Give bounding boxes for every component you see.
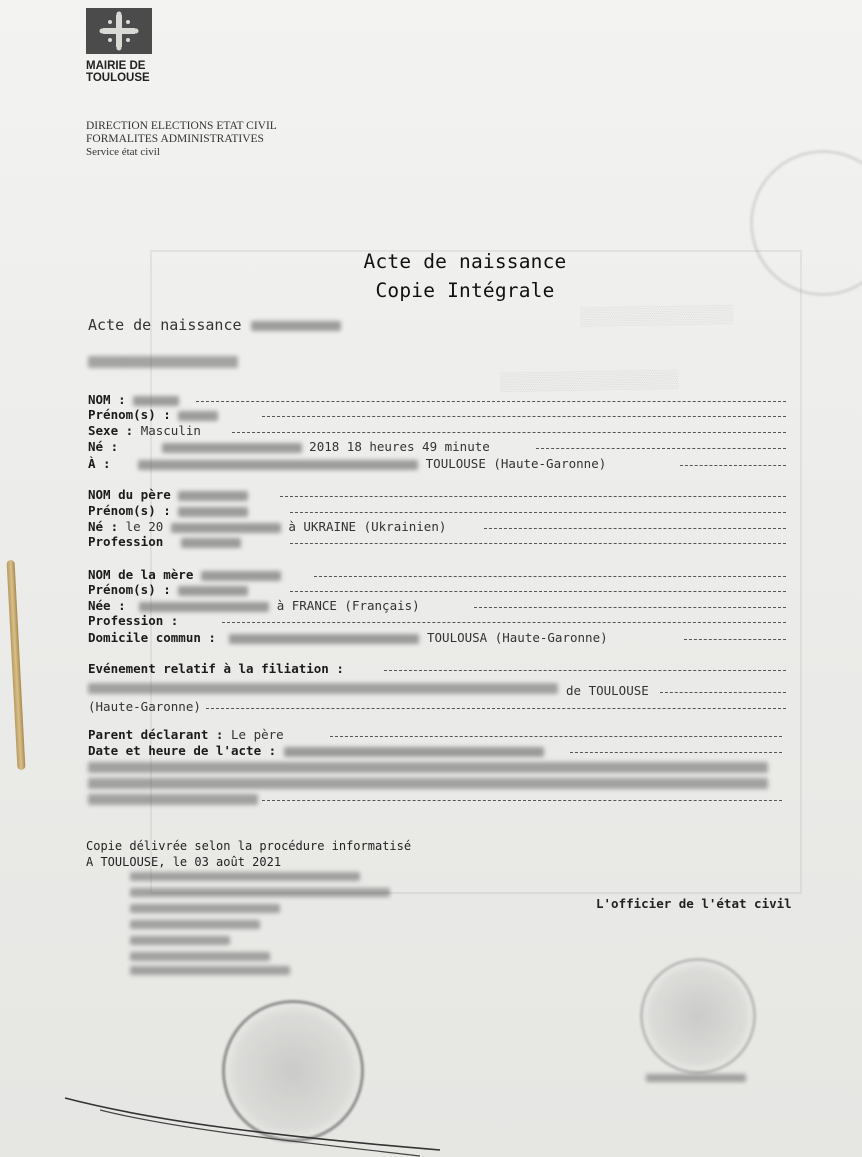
prenom-line xyxy=(88,407,218,422)
nom-label: NOM : xyxy=(88,392,126,407)
ne-label: Né : xyxy=(88,439,119,454)
sexe-line xyxy=(88,423,201,438)
dash-fill xyxy=(474,607,786,608)
department-line1: DIRECTION ELECTIONS ETAT CIVIL xyxy=(86,120,277,132)
redacted-value xyxy=(133,396,179,406)
redacted-signatory xyxy=(130,952,270,961)
domicile-label: Domicile commun : xyxy=(88,630,216,645)
declarant-value: Le père xyxy=(231,727,284,742)
redacted-value xyxy=(178,586,248,596)
ghost-text: ▒▒▒▒▒▒▒▒▒▒▒▒ xyxy=(579,303,734,327)
domicile-line xyxy=(88,630,608,645)
redacted-signatory xyxy=(130,920,260,929)
acte-number-line xyxy=(88,316,341,334)
pere-ne-line xyxy=(88,519,446,534)
mere-nom-label: NOM de la mère xyxy=(88,567,194,582)
acte-label: Acte de naissance xyxy=(88,316,242,334)
redacted-value xyxy=(284,747,544,757)
officer-label: L'officier de l'état civil xyxy=(596,896,792,911)
filiation-line3 xyxy=(88,699,201,714)
redacted-value xyxy=(201,571,281,581)
pere-prenom-line xyxy=(88,503,248,518)
date-acte-line xyxy=(88,743,544,758)
redacted-mention xyxy=(88,762,768,773)
redacted-value xyxy=(229,634,419,644)
logo-name xyxy=(86,60,152,84)
dash-fill xyxy=(314,576,786,577)
mere-profession-line xyxy=(88,613,178,628)
redacted-value xyxy=(178,411,218,421)
pere-profession-label: Profession xyxy=(88,534,164,549)
redacted-mention xyxy=(88,794,258,805)
copie-line2: A TOULOUSE, le 03 août 2021 xyxy=(86,855,282,869)
binding-thread xyxy=(7,560,26,770)
mere-nee-line xyxy=(88,598,420,613)
pere-profession-line xyxy=(88,534,241,549)
signature-stamp xyxy=(640,958,756,1074)
pere-nom-line xyxy=(88,487,248,502)
a-line xyxy=(88,456,606,471)
redacted-signatory xyxy=(130,904,280,913)
logo-name-line1: MAIRIE DE xyxy=(86,60,146,72)
sexe-value: Masculin xyxy=(140,423,201,438)
dash-fill xyxy=(684,639,786,640)
filiation-line xyxy=(88,661,344,676)
dash-fill xyxy=(262,800,782,801)
redacted-signatory xyxy=(130,936,230,945)
filiation-label: Evénement relatif à la filiation : xyxy=(88,661,344,676)
redacted-number xyxy=(251,321,341,331)
ne-value: 2018 18 heures 49 minute xyxy=(309,439,490,454)
pere-ne-place: à UKRAINE (Ukrainien) xyxy=(288,519,447,534)
signature-mark xyxy=(60,1080,460,1157)
document-subtitle: Copie Intégrale xyxy=(375,279,555,302)
redacted-value xyxy=(181,538,241,548)
dash-fill xyxy=(536,448,786,449)
dash-fill xyxy=(222,622,786,623)
mere-prenom-line xyxy=(88,582,248,597)
mere-profession-label: Profession : xyxy=(88,613,179,628)
redacted-value xyxy=(162,443,302,453)
mere-nom-line xyxy=(88,567,281,582)
mere-nee-label: Née : xyxy=(88,598,126,613)
pere-ne-label: Né : xyxy=(88,519,119,534)
redacted-value xyxy=(139,602,269,612)
dash-fill xyxy=(262,416,786,417)
dash-fill xyxy=(384,670,786,671)
mairie-logo xyxy=(86,8,152,86)
redacted-value xyxy=(178,491,248,501)
mere-prenom-label: Prénom(s) : xyxy=(88,582,171,597)
dash-fill xyxy=(290,512,786,513)
dash-fill xyxy=(290,543,786,544)
redacted-officer-name xyxy=(646,1074,746,1082)
dash-fill xyxy=(206,708,786,709)
dash-fill xyxy=(196,401,786,402)
pere-ne-prefix: le 20 xyxy=(125,519,164,534)
redacted-name xyxy=(88,356,238,368)
date-acte-label: Date et heure de l'acte : xyxy=(88,743,277,758)
department-line2: FORMALITES ADMINISTRATIVES xyxy=(86,133,264,145)
redacted-value xyxy=(138,460,418,470)
a-value: TOULOUSE (Haute-Garonne) xyxy=(425,456,607,471)
ne-line xyxy=(88,439,490,454)
sexe-label: Sexe : xyxy=(88,423,134,438)
pere-nom-label: NOM du père xyxy=(88,487,171,502)
declarant-label: Parent déclarant : xyxy=(88,727,224,742)
a-label: À : xyxy=(88,456,111,471)
dash-fill xyxy=(484,528,786,529)
pere-prenom-label: Prénom(s) : xyxy=(88,503,171,518)
redacted-filiation xyxy=(88,683,558,694)
filiation-line3-value: (Haute-Garonne) xyxy=(88,699,201,714)
nom-line xyxy=(88,392,179,407)
copie-line1: Copie délivrée selon la procédure informatisé xyxy=(86,839,412,853)
redacted-mention xyxy=(88,778,768,789)
dash-fill xyxy=(570,752,782,753)
redacted-value xyxy=(178,507,248,517)
document-title: Acte de naissance xyxy=(363,250,567,273)
domicile-value: TOULOUSA (Haute-Garonne) xyxy=(427,630,608,645)
dash-fill xyxy=(290,591,786,592)
mere-nee-place: à FRANCE (Français) xyxy=(276,598,420,613)
ghost-text: ▒▒▒▒▒▒▒▒▒▒▒▒▒▒ xyxy=(499,368,679,392)
logo-name-line2: TOULOUSE xyxy=(86,72,150,84)
department-service: Service état civil xyxy=(86,146,160,158)
redacted-value xyxy=(171,523,281,533)
filiation-tail-value: de TOULOUSE xyxy=(566,683,649,698)
occitan-cross-icon xyxy=(86,8,152,54)
department-block xyxy=(86,120,277,159)
redacted-signatory xyxy=(130,966,290,975)
filiation-tail xyxy=(566,683,649,698)
prenom-label: Prénom(s) : xyxy=(88,407,171,422)
declarant-line xyxy=(88,727,284,742)
dash-fill xyxy=(680,465,786,466)
dash-fill xyxy=(232,432,786,433)
dash-fill xyxy=(330,736,782,737)
redacted-signatory xyxy=(130,872,360,881)
dash-fill xyxy=(660,692,786,693)
redacted-signatory xyxy=(130,888,390,897)
copie-block xyxy=(86,838,411,870)
dash-fill xyxy=(280,496,786,497)
